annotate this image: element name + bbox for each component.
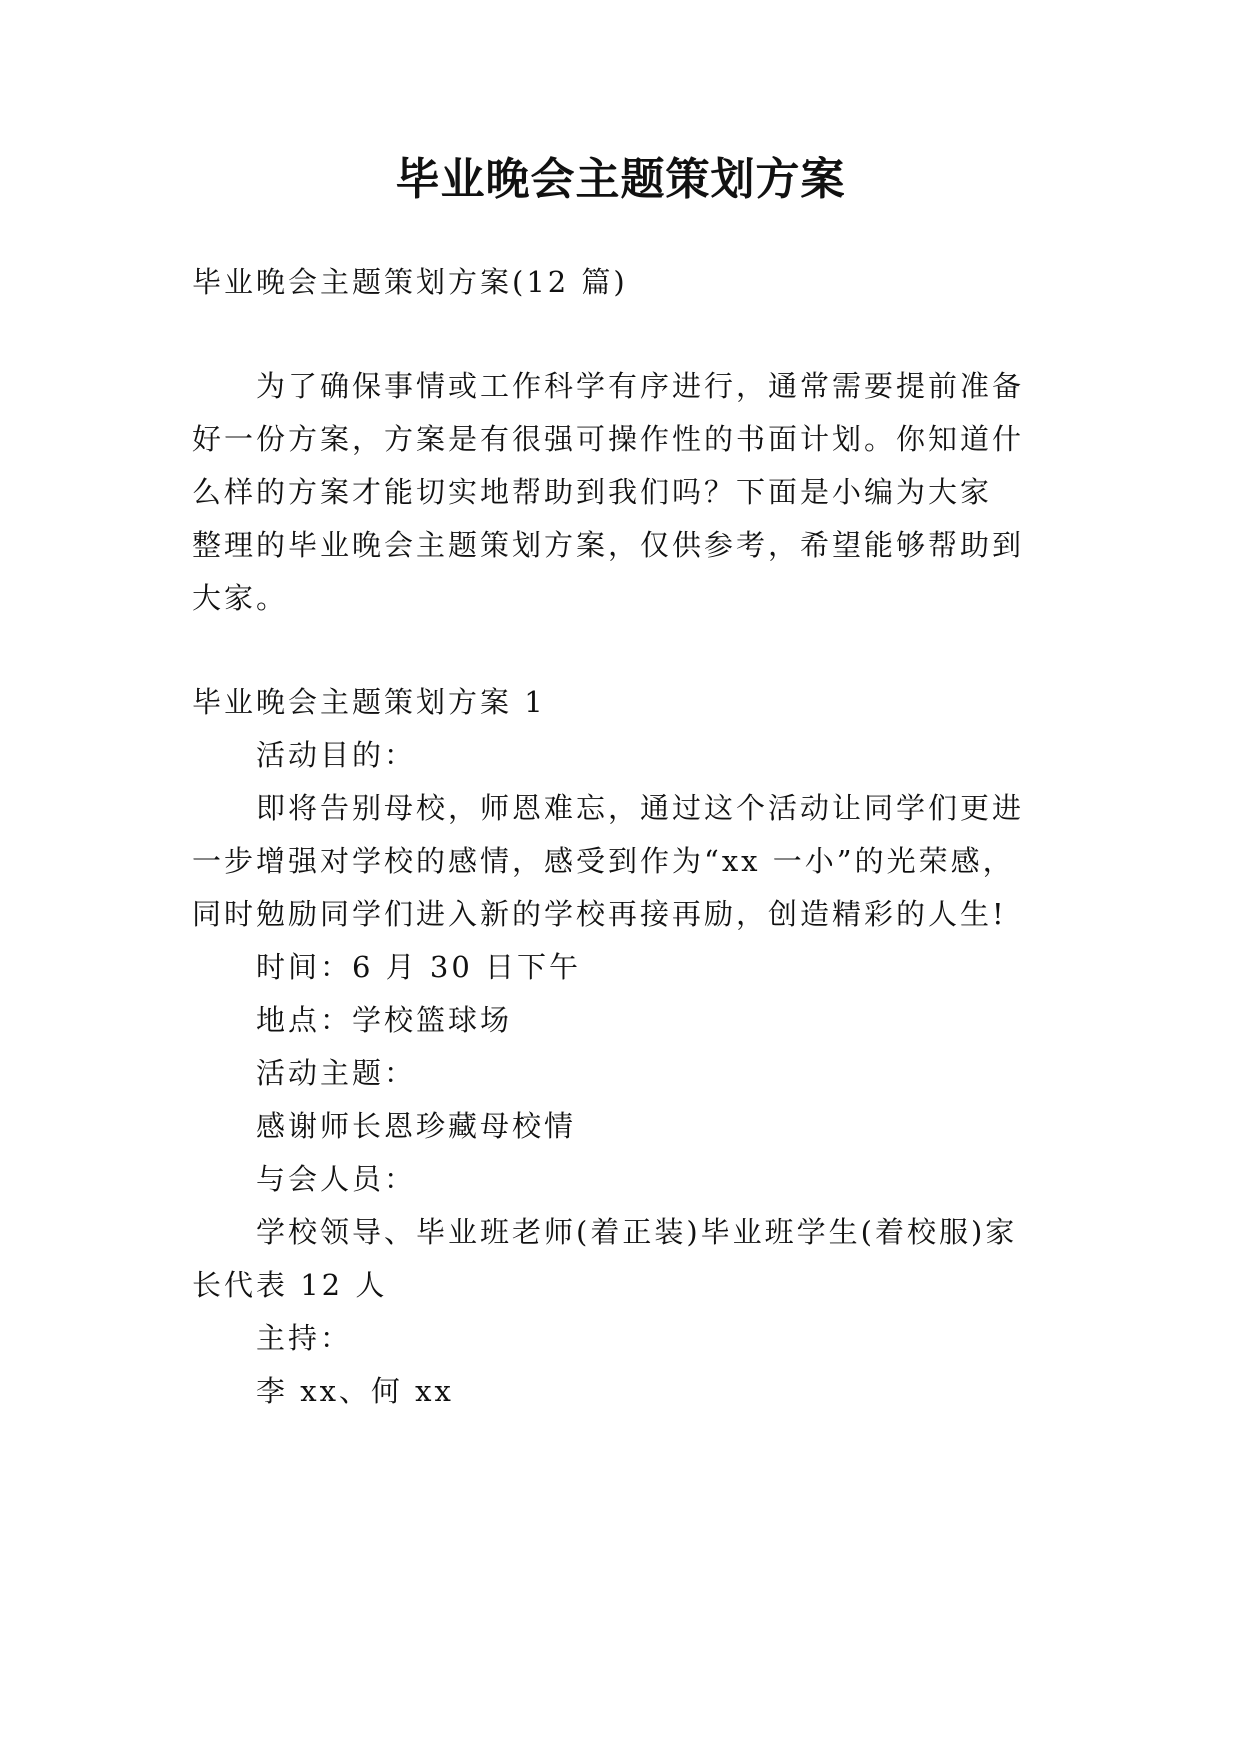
host-label: 主持： [256,1321,353,1355]
document-subtitle: 毕业晚会主题策划方案(12 篇) [192,265,628,299]
intro-line-4: 整理的毕业晚会主题策划方案，仅供参考，希望能够帮助到 [192,528,1025,562]
intro-line-3: 么样的方案才能切实地帮助到我们吗？下面是小编为大家 [192,475,993,509]
attendees-label: 与会人员： [256,1162,417,1196]
section-heading: 毕业晚会主题策划方案 1 [192,685,546,719]
purpose-line-2: 一步增强对学校的感情，感受到作为“xx 一小”的光荣感， [192,844,1015,878]
intro-line-1: 为了确保事情或工作科学有序进行，通常需要提前准备 [256,369,1025,403]
theme-value: 感谢师长恩珍藏母校情 [256,1109,577,1143]
purpose-label: 活动目的： [256,738,417,772]
attendees-line-2: 长代表 12 人 [192,1268,388,1302]
theme-label: 活动主题： [256,1056,417,1090]
event-place: 地点：学校篮球场 [256,1003,513,1037]
attendees-line-1: 学校领导、毕业班老师(着正装)毕业班学生(着校服)家 [256,1215,1018,1249]
purpose-line-1: 即将告别母校，师恩难忘，通过这个活动让同学们更进 [256,791,1025,825]
host-value: 李 xx、何 xx [256,1374,454,1408]
intro-line-2: 好一份方案，方案是有很强可操作性的书面计划。你知道什 [192,422,1025,456]
page-title: 毕业晚会主题策划方案 [395,154,846,205]
event-time: 时间：6 月 30 日下午 [256,950,582,984]
intro-line-5: 大家。 [192,581,289,615]
purpose-line-3: 同时勉励同学们进入新的学校再接再励，创造精彩的人生! [192,897,1007,931]
